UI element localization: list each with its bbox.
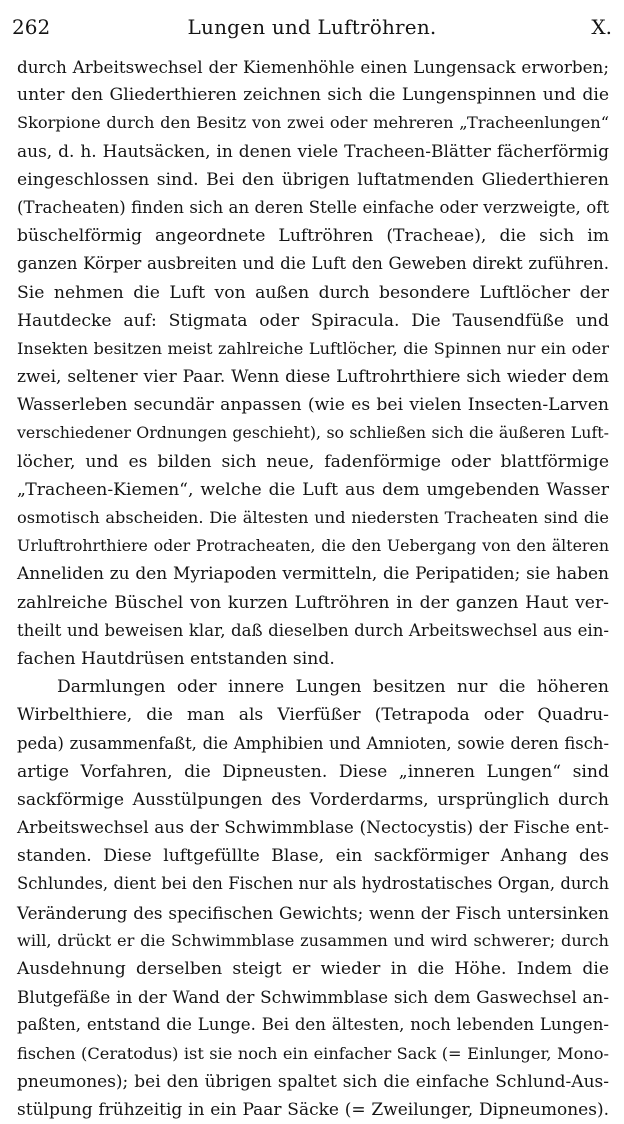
text-line: durch Arbeitswechsel der Kiemenhöhle einen Lungensack erworben; (17, 57, 609, 77)
text-line: Arbeitswechsel aus der Schwimmblase (Nectocystis) der Fische ent- (17, 818, 609, 839)
text-line: Insekten besitzen meist zahlreiche Luftlöcher, die Spinnen nur ein oder (17, 338, 609, 358)
text-line: löcher, und es bilden sich neue, fadenförmige oder blattförmige (17, 451, 609, 472)
text-line: zahlreiche Büschel von kurzen Luftröhren in der ganzen Haut ver- (17, 592, 609, 613)
text-line: Hautdecke auf: Stigmata oder Spiracula. Die Tausendfüße und (17, 310, 609, 331)
text-line: peda) zusammenfaßt, die Amphibien und Amnioten, sowie deren fisch- (17, 733, 609, 753)
page-number: 262 (12, 15, 51, 39)
text-line: Urluftrohrthiere oder Protracheaten, die den Uebergang von den älteren (17, 536, 609, 556)
text-line: Wasserleben secundär anpassen (wie es bei vielen Insecten-Larven (17, 395, 609, 416)
text-line: eingeschlossen sind. Bei den übrigen luftatmenden Gliederthieren (17, 169, 609, 190)
text-line: ganzen Körper ausbreiten und die Luft den Geweben direkt zuführen. (17, 254, 609, 274)
paragraph-start-line: Darmlungen oder innere Lungen besitzen nur die höheren (57, 677, 609, 698)
text-line: Sie nehmen die Luft von außen durch besondere Luftlöcher der (17, 282, 609, 303)
text-line: Veränderung des specifischen Gewichts; wenn der Fisch untersinken (17, 902, 609, 923)
body-text (17, 53, 609, 1124)
text-line: büschelförmig angeordnete Luftröhren (Tracheae), die sich im (17, 226, 609, 247)
text-line: „Tracheen-Kiemen“, welche die Luft aus dem umgebenden Wasser (17, 479, 609, 500)
text-line: theilt und beweisen klar, daß dieselben durch Arbeitswechsel aus ein- (17, 620, 609, 640)
text-line: (Tracheaten) finden sich an deren Stelle einfache oder verzweigte, oft (17, 197, 609, 217)
text-line: Schlundes, dient bei den Fischen nur als hydrostatisches Organ, durch (17, 874, 609, 894)
chapter-number: X. (591, 15, 612, 39)
text-line: verschiedener Ordnungen geschieht), so schließen sich die äußeren Luft- (17, 423, 609, 443)
text-line: Ausdehnung derselben steigt er wieder in die Höhe. Indem die (17, 959, 609, 979)
running-title: Lungen und Luftröhren. (187, 15, 437, 39)
text-line: stülpung frühzeitig in ein Paar Säcke (= Zweilunger, Dipneumones). (17, 1099, 609, 1120)
text-line: zwei, seltener vier Paar. Wenn diese Luftrohrthiere sich wieder dem (17, 367, 609, 388)
text-line: artige Vorfahren, die Dipneusten. Diese „inneren Lungen“ sind (17, 761, 609, 782)
text-line: fischen (Ceratodus) ist sie noch ein einfacher Sack (= Einlunger, Mono- (17, 1043, 609, 1063)
text-line: Skorpione durch den Besitz von zwei oder mehreren „Tracheenlungen“ (17, 113, 609, 133)
text-line: Blutgefäße in der Wand der Schwimmblase sich dem Gaswechsel an- (17, 987, 609, 1008)
paragraph-end-line: fachen Hautdrüsen entstanden sind. (17, 648, 335, 669)
text-line: will, drückt er die Schwimmblase zusammen und wird schwerer; durch (17, 930, 609, 950)
text-line: aus, d. h. Hautsäcken, in denen viele Tracheen-Blätter fächerförmig (17, 141, 609, 162)
text-line: osmotisch abscheiden. Die ältesten und niedersten Tracheaten sind die (17, 508, 609, 527)
text-line: unter den Gliederthieren zeichnen sich die Lungenspinnen und die (17, 85, 609, 106)
text-line: Anneliden zu den Myriapoden vermitteln, die Peripatiden; sie haben (17, 564, 609, 585)
text-line: Wirbelthiere, die man als Vierfüßer (Tetrapoda oder Quadru- (17, 705, 609, 726)
page-header (12, 10, 612, 44)
text-line: paßten, entstand die Lunge. Bei den ältesten, noch lebenden Lungen- (17, 1015, 609, 1035)
text-line: sackförmige Ausstülpungen des Vorderdarms, ursprünglich durch (17, 789, 609, 810)
text-line: standen. Diese luftgefüllte Blase, ein sackförmiger Anhang des (17, 846, 609, 867)
text-line: pneumones); bei den übrigen spaltet sich die einfache Schlund-Aus- (17, 1071, 609, 1092)
